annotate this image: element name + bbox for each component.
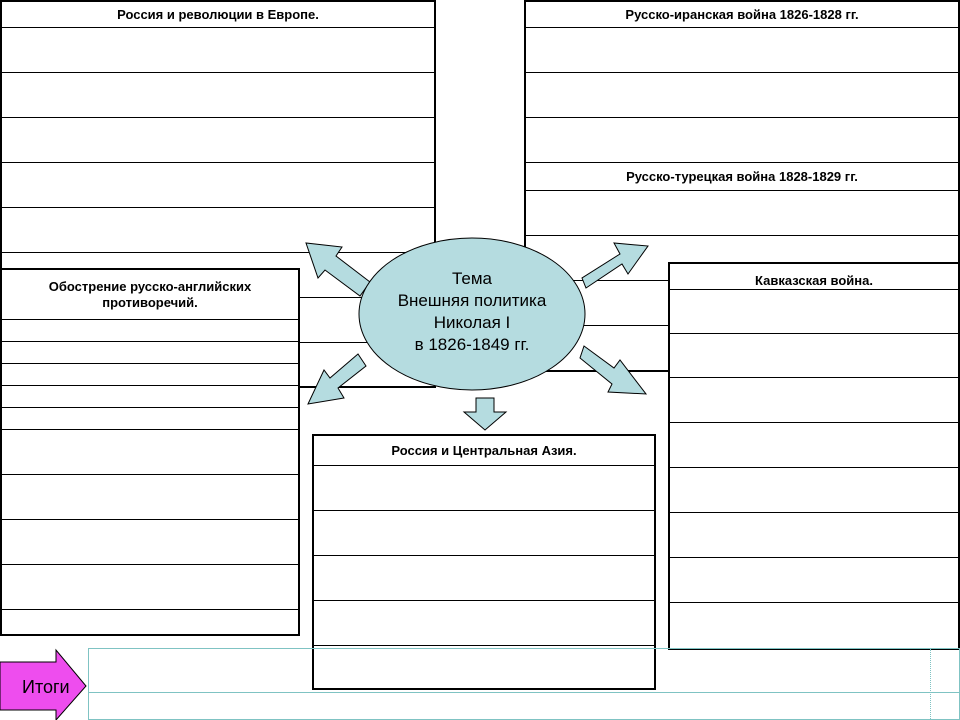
itogi-label[interactable]: Итоги bbox=[22, 677, 70, 697]
arrow-up-left-icon bbox=[306, 243, 370, 296]
topic-line: Внешняя политика bbox=[397, 291, 547, 310]
table-iran-title: Русско-иранская война 1826-1828 гг. bbox=[526, 2, 958, 28]
table-europe-title: Россия и революции в Европе. bbox=[2, 2, 434, 28]
table-asia-title: Россия и Центральная Азия. bbox=[314, 436, 654, 466]
arrow-down-right-icon bbox=[580, 346, 646, 394]
topic-line: в 1826-1849 гг. bbox=[414, 335, 530, 354]
arrow-down-icon bbox=[464, 398, 506, 430]
topic-text bbox=[380, 268, 564, 356]
arrow-down-left-icon bbox=[308, 354, 366, 404]
topic-title: Тема bbox=[451, 269, 493, 288]
arrow-up-right-icon bbox=[582, 243, 648, 288]
table-england-title: Обострение русско-английских противоречий. bbox=[2, 270, 298, 320]
table-turkey-title: Русско-турецкая война 1828-1829 гг. bbox=[526, 163, 958, 191]
topic-line: Николая I bbox=[433, 313, 511, 332]
table-caucasus-title: Кавказская война. bbox=[670, 264, 958, 290]
